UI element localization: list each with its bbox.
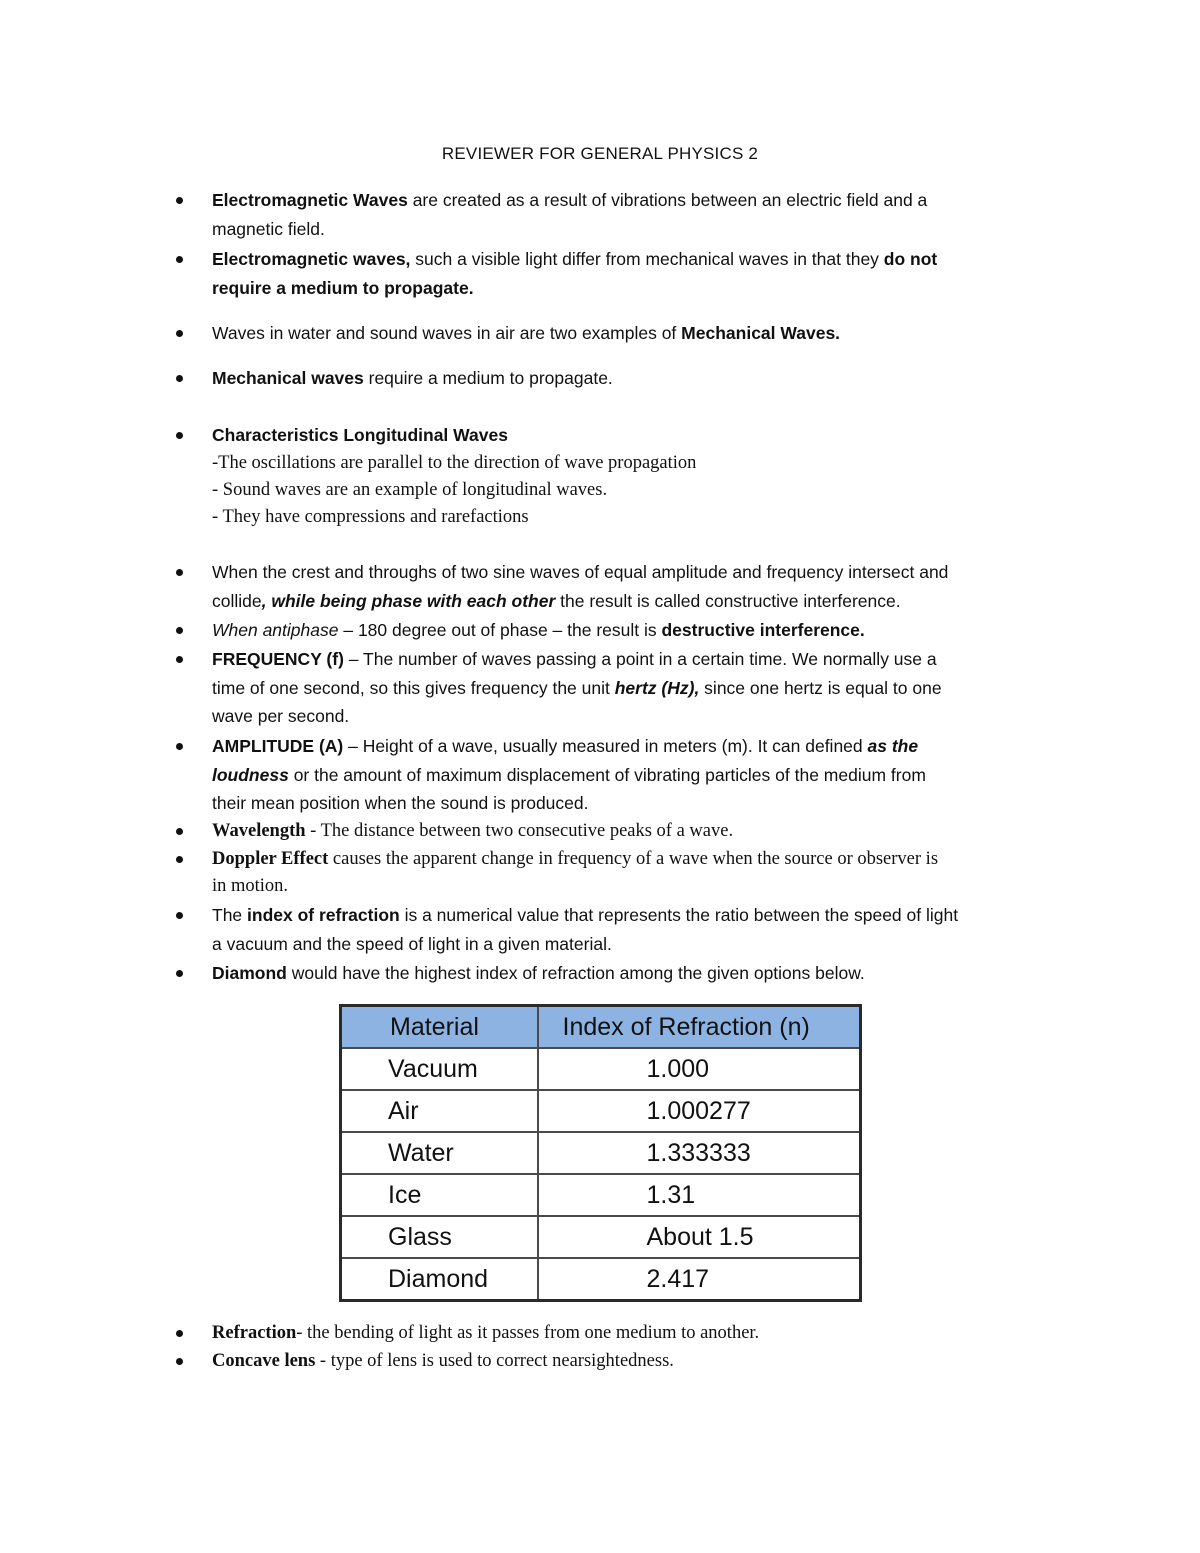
page-title: REVIEWER FOR GENERAL PHYSICS 2 [441,144,759,163]
table-row [341,1048,861,1090]
material-cell: Vacuum [341,1048,538,1090]
index-cell: About 1.5 [538,1216,861,1258]
column-header-material: Material [341,1006,538,1049]
material-cell: Air [341,1090,538,1132]
list-item: Concave lens - type of lens is used to correct nearsightedness. [212,1351,674,1371]
list-item: Waves in water and sound waves in air are two examples of Mechanical Waves. [212,323,841,343]
table-row [341,1174,861,1216]
index-cell: 1.333333 [538,1132,861,1174]
list-item: When antiphase – 180 degree out of phase – the result is destructive interference. [212,620,865,640]
list-item: Refraction- the bending of light as it passes from one medium to another. [212,1323,760,1343]
column-header-index: Index of Refraction (n) [538,1006,861,1049]
list-item: Electromagnetic waves, such a visible light differ from mechanical waves in that they do not require a medium to propagate. [212,249,938,298]
table-row [341,1216,861,1258]
list-item: Electromagnetic Waves are created as a result of vibrations between an electric field and a magnetic field. [212,190,928,239]
material-cell: Glass [341,1216,538,1258]
material-cell: Water [341,1132,538,1174]
table-header-row [341,1006,861,1049]
index-cell: 1.31 [538,1174,861,1216]
list-item: AMPLITUDE (A) – Height of a wave, usually measured in meters (m). It can defined as the loudness or the amount of maximum displacement of vibrating particles of the medium from their mean position when the sound is produced. [212,736,926,813]
list-item: Diamond would have the highest index of refraction among the given options below. [212,963,865,983]
material-cell: Diamond [341,1258,538,1301]
material-cell: Ice [341,1174,538,1216]
bold-term: Electromagnetic Waves [212,190,408,210]
table-row [341,1258,861,1301]
list-item: When the crest and throughs of two sine waves of equal amplitude and frequency intersect and collide, while being phase with each other the result is called constructive interference. [212,562,949,611]
index-cell: 1.000277 [538,1090,861,1132]
list-item: FREQUENCY (f) – The number of waves passing a point in a certain time. We normally use a time of one second, so this gives frequency the unit hertz (Hz), since one hertz is equal to one wave per second. [212,649,942,726]
table-row [341,1132,861,1174]
list-item: Mechanical waves require a medium to propagate. [212,368,613,388]
table-row [341,1090,861,1132]
list-item: Doppler Effect causes the apparent change in frequency of a wave when the source or observer is in motion. [212,849,939,896]
list-item: Wavelength - The distance between two consecutive peaks of a wave. [212,821,734,841]
index-cell: 2.417 [538,1258,861,1301]
list-item: Characteristics Longitudinal Waves -The oscillations are parallel to the direction of wave propagation - Sound waves are an example of longitudinal waves. - They have compressions and rarefactions [212,425,697,527]
refraction-index-table [339,1004,862,1302]
index-cell: 1.000 [538,1048,861,1090]
list-item: The index of refraction is a numerical value that represents the ratio between the speed of light a vacuum and the speed of light in a given material. [212,905,959,954]
